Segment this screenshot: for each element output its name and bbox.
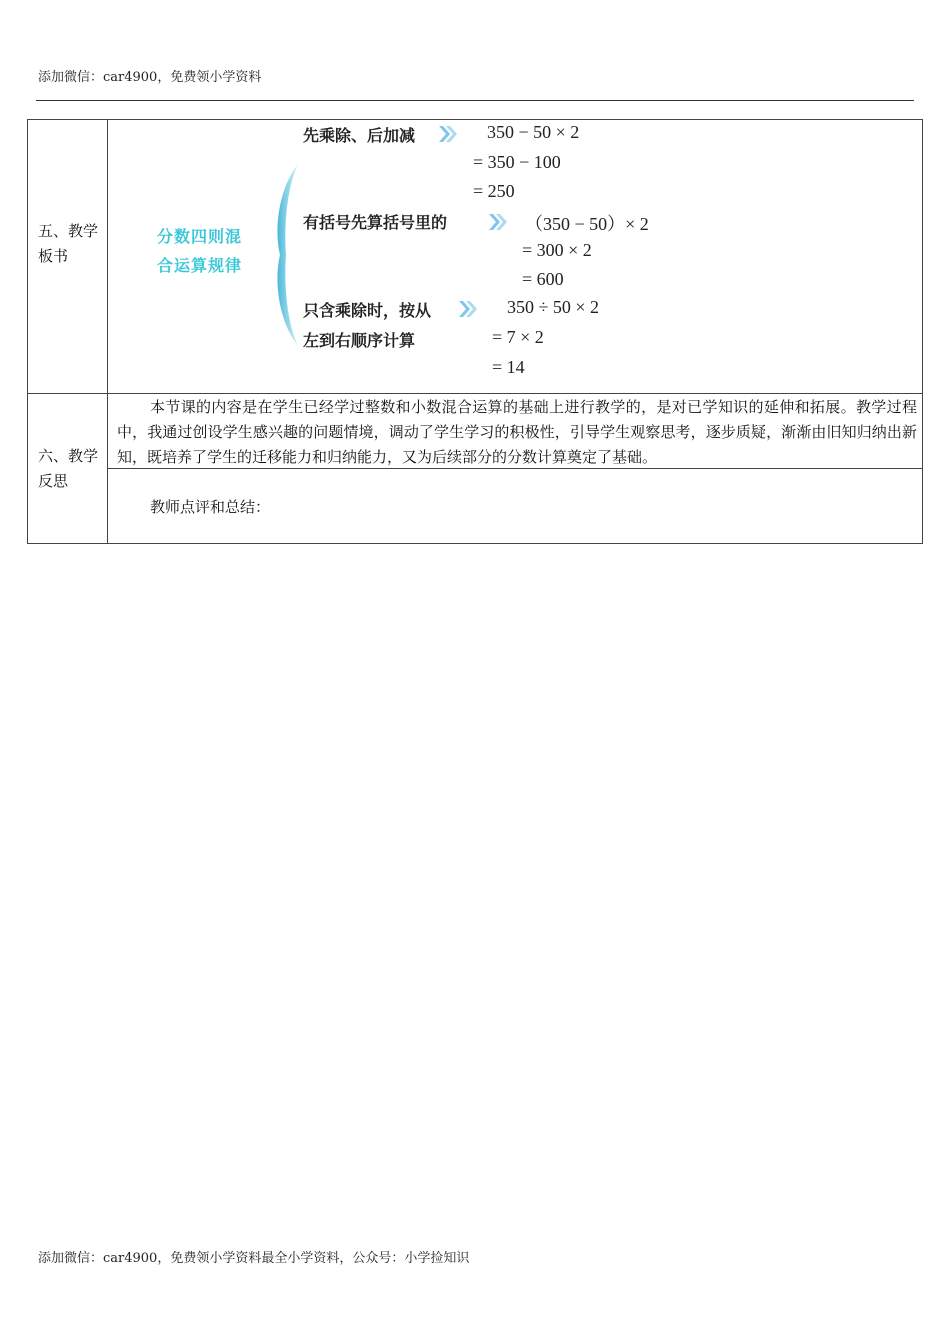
page-footer: 添加微信：car4900，免费领小学资料最全小学资料，公众号：小学捡知识 (38, 1251, 470, 1266)
topic-title (157, 222, 267, 280)
rule-2-title: 有括号先算括号里的 (303, 213, 448, 232)
page-header: 添加微信：car4900，免费领小学资料 (38, 70, 262, 85)
double-chevron-right-icon (457, 299, 479, 319)
rule-2-step-2: = 300 × 2 (522, 240, 592, 260)
teacher-comment-label: 教师点评和总结： (150, 498, 271, 516)
rule-1-step-3: = 250 (473, 181, 515, 201)
rule-3-step-1: 350 ÷ 50 × 2 (507, 297, 600, 317)
rule-3-title-line-2: 左到右顺序计算 (303, 331, 416, 350)
header-rule (36, 100, 914, 101)
rule-1-step-2: = 350 − 100 (473, 152, 561, 172)
left-brace-icon (264, 160, 304, 350)
row-divider (28, 393, 922, 394)
label-column-divider (107, 120, 108, 543)
blackboard-diagram (109, 120, 922, 393)
rule-1-step-1: 350 − 50 × 2 (487, 122, 580, 142)
topic-line-1: 分数四则混 (157, 227, 243, 246)
reflection-paragraph: 本节课的内容是在学生已经学过整数和小数混合运算的基础上进行教学的，是对已学知识的延伸和拓展。教学过程中，我通过创设学生感兴趣的问题情境，调动了学生学习的积极性，引导学生观察思考，逐步质疑，渐渐由旧知归纳出新知，既培养了学生的迁移能力和归纳能力，又为后续部分的分数计算奠定了基础。 (117, 398, 917, 466)
rule-3-title-line-1: 只含乘除时，按从 (303, 301, 432, 320)
topic-line-2: 合运算规律 (157, 256, 243, 275)
lesson-table (27, 119, 923, 544)
rule-3-step-2: = 7 × 2 (492, 327, 544, 347)
section6-label: 六、教学反思 (38, 447, 99, 490)
double-chevron-right-icon (487, 212, 509, 232)
rule-1-title: 先乘除、后加减 (303, 126, 416, 145)
section5-label: 五、教学板书 (38, 222, 99, 265)
rule-2-step-1: （350 − 50）× 2 (525, 214, 649, 234)
rule-3-step-3: = 14 (492, 357, 525, 377)
rule-2-step-3: = 600 (522, 269, 564, 289)
double-chevron-right-icon (437, 124, 459, 144)
